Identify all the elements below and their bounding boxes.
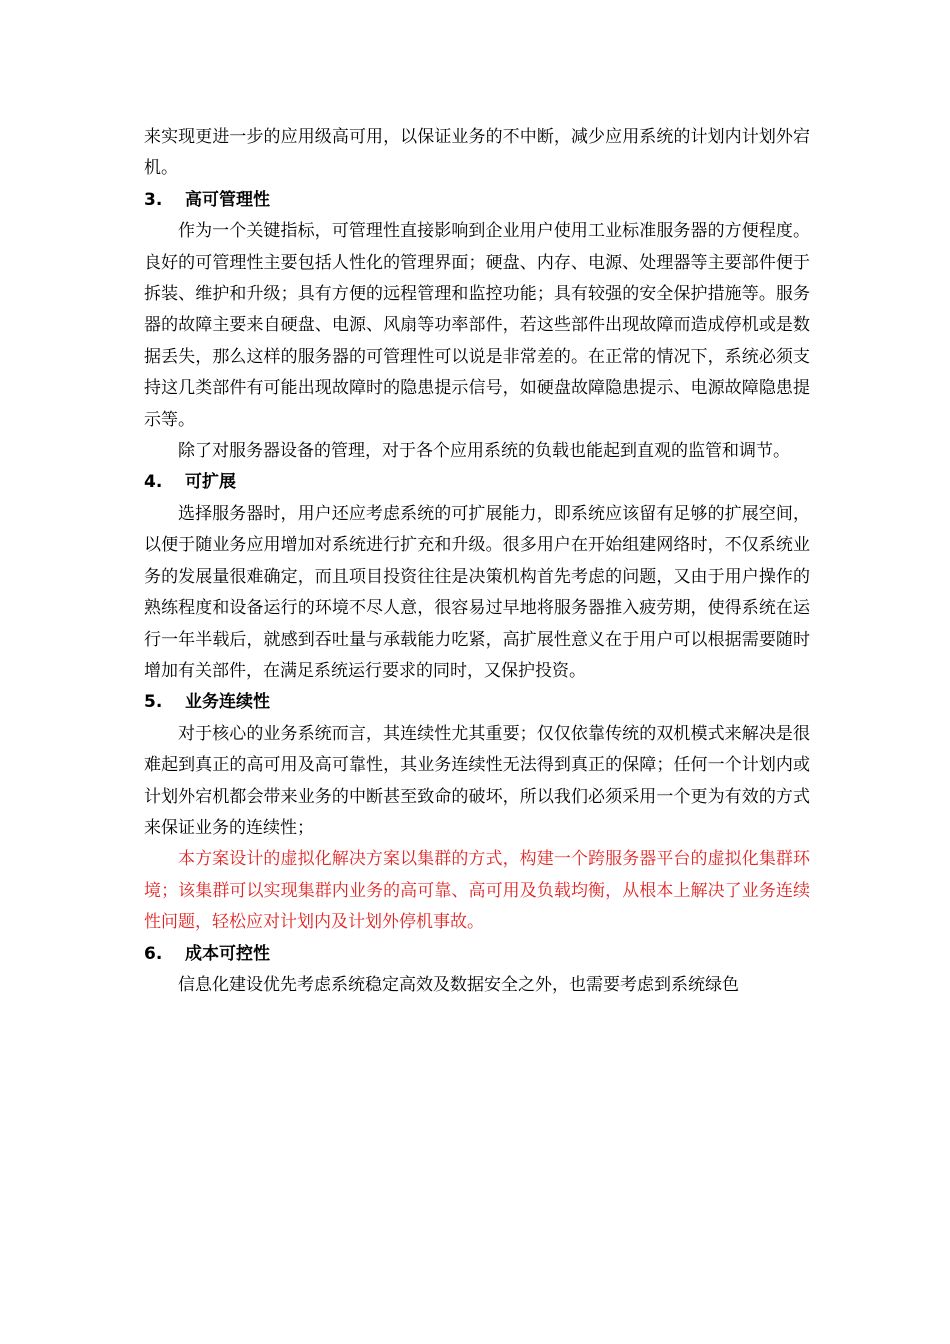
- section-number: 5.: [144, 692, 163, 713]
- highlighted-paragraph: 本方案设计的虚拟化解决方案以集群的方式，构建一个跨服务器平台的虚拟化集群环境；该集群可以实现集群内业务的高可靠、高可用及负载均衡，从根本上解决了业务连续性问题，轻松应对计划内及计划外停机事故。: [144, 849, 810, 933]
- section-number: 6.: [144, 943, 163, 964]
- section-title: 业务连续性: [185, 692, 270, 713]
- section-heading-4: [144, 467, 810, 498]
- paragraph: 除了对服务器设备的管理，对于各个应用系统的负载也能起到直观的监管和调节。: [178, 441, 790, 462]
- document-body: [144, 122, 810, 1001]
- section-heading-3: [144, 185, 810, 216]
- paragraph: 信息化建设优先考虑系统稳定高效及数据安全之外，也需要考虑到系统绿色: [178, 974, 739, 995]
- paragraph: 对于核心的业务系统而言，其连续性尤其重要；仅仅依靠传统的双机模式来解决是很难起到真正的高可用及高可靠性，其业务连续性无法得到真正的保障；任何一个计划内或计划外宕机都会带来业务的中断甚至致命的破坏，所以我们必须采用一个更为有效的方式来保证业务的连续性；: [144, 723, 810, 838]
- section-title: 可扩展: [185, 472, 236, 493]
- paragraph: 作为一个关键指标，可管理性直接影响到企业用户使用工业标准服务器的方便程度。良好的可管理性主要包括人性化的管理界面；硬盘、内存、电源、处理器等主要部件便于拆装、维护和升级；具有方便的远程管理和监控功能；具有较强的安全保护措施等。服务器的故障主要来自硬盘、电源、风扇等功率部件，若这些部件出现故障而造成停机或是数据丢失，那么这样的服务器的可管理性可以说是非常差的。在正常的情况下，系统必须支持这几类部件有可能出现故障时的隐患提示信号，如硬盘故障隐患提示、电源故障隐患提示等。: [144, 221, 810, 430]
- section-number: 4.: [144, 472, 163, 493]
- section-title: 成本可控性: [185, 943, 270, 964]
- section-number: 3.: [144, 189, 163, 210]
- section-title: 高可管理性: [185, 189, 270, 210]
- section-heading-6: [144, 939, 810, 970]
- paragraph: 选择服务器时，用户还应考虑系统的可扩展能力，即系统应该留有足够的扩展空间，以便于随业务应用增加对系统进行扩充和升级。很多用户在开始组建网络时，不仅系统业务的发展量很难确定，而且项目投资往往是决策机构首先考虑的问题，又由于用户操作的熟练程度和设备运行的环境不尽人意，很容易过早地将服务器推入疲劳期，使得系统在运行一年半载后，就感到吞吐量与承载能力吃紧，高扩展性意义在于用户可以根据需要随时增加有关部件，在满足系统运行要求的同时，又保护投资。: [144, 503, 810, 681]
- paragraph-continuation: 来实现更进一步的应用级高可用，以保证业务的不中断，减少应用系统的计划内计划外宕机。: [144, 127, 810, 179]
- section-heading-5: [144, 687, 810, 718]
